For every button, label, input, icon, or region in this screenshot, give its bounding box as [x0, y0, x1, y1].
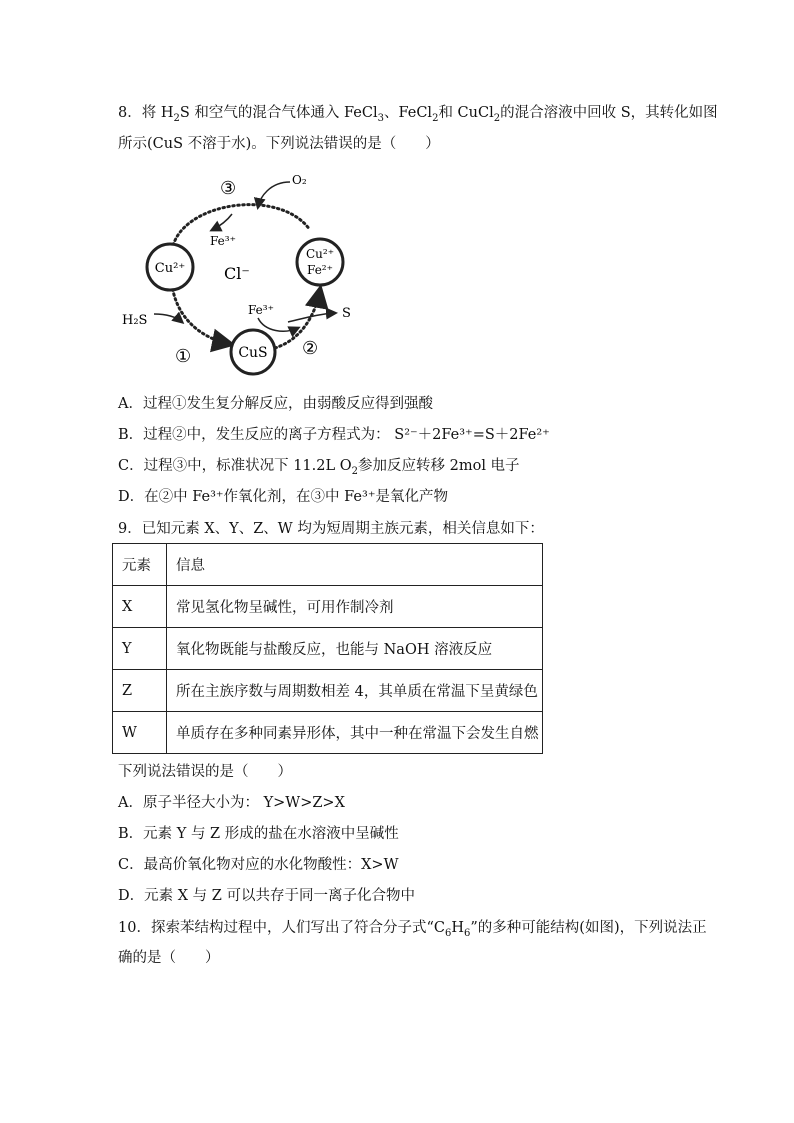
q8-option-d: D．在②中 Fe³⁺作氧化剂，在③中 Fe³⁺是氧化产物 — [118, 489, 448, 505]
q10-stem-line1: 10．探索苯结构过程中，人们写出了符合分子式“$C_6H_6$”的多种可能结构(如图)，下列说法正 — [118, 920, 707, 939]
s-label: S — [342, 306, 351, 321]
table-row — [113, 712, 543, 754]
fe3-top-arrow — [212, 214, 232, 230]
q8-stem-line1: 8．将 $H_2S$ 和空气的混合气体通入 FeCl$_3$、FeCl$_2$和 CuCl$_2$的混合溶液中回收 S，其转化如图 — [118, 105, 718, 124]
table-cell: 所在主族序数与周期数相差 4，其单质在常温下呈黄绿色 — [167, 670, 543, 712]
h2s-label: H₂S — [122, 313, 148, 328]
q8-option-c: C．过程③中，标准状况下 11.2L $O_2$参加反应转移 2mol 电子 — [118, 458, 520, 477]
table-row — [113, 670, 543, 712]
q9-info-table — [112, 543, 543, 754]
q9-option-b: B．元素 Y 与 Z 形成的盐在水溶液中呈碱性 — [118, 826, 399, 842]
fe3-bottom-label: Fe³⁺ — [248, 303, 274, 317]
table-cell: 单质存在多种同素异形体，其中一种在常温下会发生自燃 — [167, 712, 543, 754]
cu-fe-ion-circle — [297, 239, 343, 285]
h2s-arrow — [154, 314, 182, 322]
cycle-path — [172, 284, 230, 344]
cus-label: CuS — [238, 345, 268, 361]
q9-question: 下列说法错误的是（ ） — [118, 764, 292, 780]
table-header-cell: 元素 — [113, 544, 167, 586]
table-cell: W — [113, 712, 167, 754]
table-row — [113, 586, 543, 628]
table-header-row — [113, 544, 543, 586]
q9-option-a: A．原子半径大小为： Y>W>Z>X — [118, 795, 345, 811]
fe3-top-label: Fe³⁺ — [210, 234, 236, 248]
table-cell: 氧化物既能与盐酸反应，也能与 NaOH 溶液反应 — [167, 628, 543, 670]
o2-label: O₂ — [292, 173, 307, 187]
table-cell: X — [113, 586, 167, 628]
q8-stem-line2: 所示(CuS 不溶于水)。下列说法错误的是（ ） — [118, 136, 440, 152]
q9-option-c: C．最高价氧化物对应的水化物酸性：X>W — [118, 857, 399, 873]
q8-option-b: B．过程②中，发生反应的离子方程式为： S²⁻＋2Fe³⁺=S＋2Fe²⁺ — [118, 427, 550, 443]
step3-label: ③ — [220, 178, 237, 199]
fe2-ion-label: Fe²⁺ — [307, 263, 333, 277]
cu-ion-label-right: Cu²⁺ — [305, 247, 335, 261]
fe3-bottom-arrow — [258, 318, 298, 331]
table-cell: 常见氢化物呈碱性，可用作制冷剂 — [167, 586, 543, 628]
o2-arrow — [258, 182, 290, 207]
step2-label: ② — [302, 338, 319, 359]
step1-label: ① — [175, 346, 192, 367]
q8-option-a: A．过程①发生复分解反应，由弱酸反应得到强酸 — [118, 396, 433, 412]
q9-option-d: D．元素 X 与 Z 可以共存于同一离子化合物中 — [118, 888, 415, 904]
cycle-path — [172, 205, 310, 250]
q9-stem: 9．已知元素 X、Y、Z、W 均为短周期主族元素，相关信息如下： — [118, 521, 544, 537]
table-cell: Z — [113, 670, 167, 712]
q10-stem-line2: 确的是（ ） — [118, 950, 220, 966]
table-row — [113, 628, 543, 670]
cl-ion-label: Cl⁻ — [224, 264, 250, 283]
cu-ion-label: Cu²⁺ — [154, 261, 186, 276]
table-cell: Y — [113, 628, 167, 670]
q8-cycle-diagram — [120, 172, 380, 382]
table-header-cell: 信息 — [167, 544, 543, 586]
